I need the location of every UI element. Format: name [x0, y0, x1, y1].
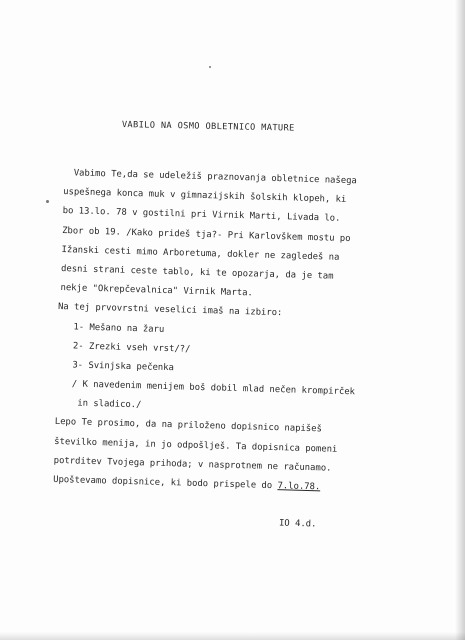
letter-body [53, 164, 362, 498]
signature: IO 4.d. [278, 518, 317, 530]
menu-note: / K navedenim menijem boš dobil mlad nečen krompirček [71, 379, 356, 398]
menu-note-continuation: in sladico./ [77, 398, 142, 411]
deadline-date: 7.lo.78. [277, 481, 321, 493]
menu-item: 1- Mešano na žaru [73, 321, 165, 335]
scan-edge-shadow [455, 0, 465, 640]
scan-bottom-shadow [0, 632, 465, 640]
body-line: nekje "Okrepčevalnica" Virnik Marta. [60, 283, 253, 299]
closing-line: potrditev Tvojega prihoda; v nasprotnem ne računamo. [53, 455, 332, 474]
body-line: Zbor ob 19. /Kako prideš tja?- Pri Karlovškem mostu po [62, 225, 351, 244]
closing-line: številko menija, in jo odpošlješ. Ta dopisnica pomeni [54, 436, 338, 455]
body-line: uspešnega konca muk v gimnazijskih šolskih klopeh, ki [63, 187, 347, 206]
body-line: bo 13.lo. 78 v gostilni pri Virnik Marti, Livada lo. [62, 206, 341, 225]
document-title: VABILO NA OSMO OBLETNICO MATURE [121, 120, 295, 134]
paper-speck [209, 66, 211, 68]
closing-line: Lepo Te prosimo, da na priloženo dopisnico napišeš [54, 417, 322, 435]
body-line: Ižanski cesti mimo Arboretuma, dokler ne zagledeš na [61, 244, 340, 263]
menu-item: 3- Svinjska pečenka [72, 360, 175, 374]
body-line: desni strani ceste tablo, ki te opozarja, da je tam [60, 263, 334, 282]
body-line: Na tej prvovrstni veselici imaš na izbiro: [57, 302, 283, 319]
paper-speck [46, 200, 49, 203]
body-line: Vabimo Te,da se udeležiš praznovanja obletnice našega [73, 168, 357, 187]
closing-line-text: Upoštevamo dopisnice, ki bodo prispele do [53, 474, 278, 492]
menu-item: 2- Zrezki vseh vrst/?/ [72, 341, 191, 355]
